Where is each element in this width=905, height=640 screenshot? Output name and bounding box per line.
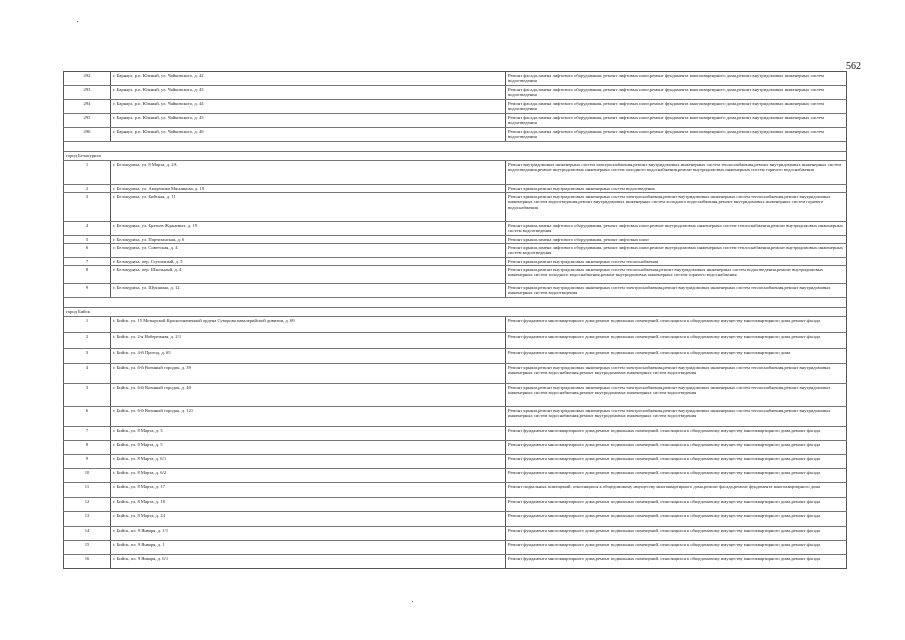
building-address: г. Белокуриха, ул. Братьев Ждановых, д. 19 xyxy=(111,222,506,235)
table-row xyxy=(63,454,847,468)
spacer-row xyxy=(63,141,847,151)
repair-works: Ремонт фундамента многоквартирного дома,ремонт подвальных помещений, относящихся к общедомовому имуществу многоквартирного дома,ремонт фасада xyxy=(506,555,847,568)
repair-works: Ремонт фундамента многоквартирного дома,ремонт подвальных помещений, относящихся к общедомовому имуществу многоквартирного дома,ремонт фасада xyxy=(506,512,847,526)
row-number: 12 xyxy=(63,498,111,511)
row-number: 8 xyxy=(63,266,111,283)
table-row xyxy=(63,316,847,332)
repair-works: Ремонт крыши,замена лифтового оборудования, ремонт лифтовых шахт,ремонт внутридомовых инженерных систем теплоснабжения,ремонт внутридомовых инженерных систем водоотведения xyxy=(506,222,847,235)
repair-works: Ремонт фундамента многоквартирного дома,ремонт подвальных помещений, относящихся к общедомовому имуществу многоквартирного дома,ремонт фасада xyxy=(506,333,847,348)
spacer-row xyxy=(63,297,847,307)
building-address: г. Бийск, пл. 9 Января, д. 1/1 xyxy=(111,527,506,540)
row-number: 294 xyxy=(63,100,111,113)
row-number: 293 xyxy=(63,86,111,99)
table-row xyxy=(63,540,847,554)
row-number: 10 xyxy=(63,469,111,482)
building-address: г. Барнаул, р.п. Южный, ул. Чайковского, д. 45 xyxy=(111,114,506,127)
table-row xyxy=(63,283,847,297)
table-row xyxy=(63,440,847,454)
table-row xyxy=(63,127,847,141)
repair-works: Ремонт фасада,замена лифтового оборудования, ремонт лифтовых шахт,ремонт фундамента многоквартирного дома,ремонт внутридомовых инженерных систем водоотведения xyxy=(506,86,847,99)
repair-works: Ремонт фундамента многоквартирного дома,ремонт подвальных помещений, относящихся к общедомовому имуществу многоквартирного дома,ремонт фасада xyxy=(506,498,847,511)
repair-works: Ремонт крыши,замена лифтового оборудования, ремонт лифтовых шахт,ремонт внутридомовых инженерных систем теплоснабжения,ремонт внутридомовых инженерных систем водоотведения xyxy=(506,244,847,257)
scan-speck xyxy=(77,21,78,22)
table-row xyxy=(63,468,847,482)
building-address: г. Белокуриха, пер. Школьный, д. 4 xyxy=(111,266,506,283)
repair-works: Ремонт фундамента многоквартирного дома,ремонт подвальных помещений, относящихся к общедомовому имуществу многоквартирного дома,ремонт фасада xyxy=(506,527,847,540)
row-number: 292 xyxy=(63,72,111,85)
row-number: 2 xyxy=(63,333,111,348)
building-address: г. Бийск, ул. 8 Марта, д. 6/2 xyxy=(111,469,506,482)
building-address: г. Бийск, ул. 8 Марта, д. 18 xyxy=(111,498,506,511)
row-number: 13 xyxy=(63,512,111,526)
building-address: г. Бийск, ул. 8 Марта, д. 6/1 xyxy=(111,455,506,468)
table-row xyxy=(63,221,847,235)
table-row xyxy=(63,257,847,265)
repair-works: Ремонт фундамента многоквартирного дома,ремонт подвальных помещений, относящихся к общедомовому имуществу многоквартирного дома,ремонт фасада xyxy=(506,441,847,454)
table-row xyxy=(63,526,847,540)
row-number: 2 xyxy=(63,185,111,192)
repair-works: Ремонт крыши,ремонт внутридомовых инженерных систем электроснабжения,ремонт внутридомовых инженерных систем теплоснабжения,ремонт внутридомовых инженерных систем водоотведения,ремонт внутридомовых инженерных систем холодного водоснабжения,ремонт внутридомовых инженерных систем горячего водоснабжения xyxy=(506,193,847,221)
table-row xyxy=(63,235,847,243)
repair-works: Ремонт фасада,замена лифтового оборудования, ремонт лифтовых шахт,ремонт фундамента многоквартирного дома,ремонт внутридомовых инженерных систем водоотведения xyxy=(506,72,847,85)
repair-works: Ремонт крыши,ремонт внутридомовых инженерных систем теплоснабжения xyxy=(506,258,847,265)
repair-works: Ремонт фундамента многоквартирного дома,ремонт подвальных помещений, относящихся к общедомовому имуществу многоквартирного дома,ремонт фасада xyxy=(506,541,847,554)
table-row xyxy=(63,160,847,184)
table-row xyxy=(63,184,847,192)
building-address: г. Бийск, ул. 8 Марта, д. 24 xyxy=(111,512,506,526)
row-number: 15 xyxy=(63,541,111,554)
building-address: г. Белокуриха, ул. Советская, д. 4 xyxy=(111,244,506,257)
row-number: 14 xyxy=(63,527,111,540)
building-address: г. Белокуриха, ул. Бийская, д. 11 xyxy=(111,193,506,221)
repair-works: Ремонт крыши,ремонт внутридомовых инженерных систем электроснабжения,ремонт внутридомовых инженерных систем теплоснабжения,ремонт внутридомовых инженерных систем водоснабжения,ремонт внутридомовых инженерных систем водоотведения xyxy=(506,364,847,383)
row-number: 3 xyxy=(63,193,111,221)
row-number: 7 xyxy=(63,258,111,265)
repair-works: Ремонт крыши,ремонт внутридомовых инженерных систем электроснабжения,ремонт внутридомовых инженерных систем теплоснабжения,ремонт внутридомовых инженерных систем водоснабжения,ремонт внутридомовых инженерных систем водоотведения xyxy=(506,407,847,426)
register-table xyxy=(63,71,847,569)
row-number: 9 xyxy=(63,455,111,468)
repair-works: Ремонт крыши,ремонт внутридомовых инженерных систем теплоснабжения,ремонт внутридомовых инженерных систем водоотведения,ремонт внутридомовых инженерных систем холодного водоснабжения,ремонт внутридомовых инженерных систем горячего водоснабжения xyxy=(506,266,847,283)
building-address: г. Бийск, ул. 8 Марта, д. 17 xyxy=(111,483,506,497)
row-number: 3 xyxy=(63,349,111,363)
repair-works: Ремонт внутридомовых инженерных систем электроснабжения,ремонт внутридомовых инженерных систем теплоснабжения,ремонт внутридомовых инженерных систем водоотведения,ремонт внутридомовых инженерных систем холодного водоснабжения,ремонт внутридомовых инженерных систем горячего водоснабжения xyxy=(506,161,847,184)
table-row xyxy=(63,511,847,526)
repair-works: Ремонт фасада,замена лифтового оборудования, ремонт лифтовых шахт,ремонт фундамента многоквартирного дома,ремонт внутридомовых инженерных систем водоотведения xyxy=(506,100,847,113)
table-row xyxy=(63,348,847,363)
table-row xyxy=(63,554,847,568)
table-row xyxy=(63,85,847,99)
row-number: 4 xyxy=(63,364,111,383)
repair-works: Ремонт фундамента многоквартирного дома,ремонт подвальных помещений, относящихся к общедомовому имуществу многоквартирного дома,ремонт фасада xyxy=(506,317,847,332)
building-address: г. Барнаул, р.п. Южный, ул. Чайковского, д. 43 xyxy=(111,86,506,99)
building-address: г. Бийск, ул. 8 Марта, д. 3 xyxy=(111,427,506,440)
section-heading: город Белокуриха xyxy=(63,151,847,160)
table-row xyxy=(63,363,847,383)
repair-works: Ремонт фундамента многоквартирного дома,ремонт подвальных помещений, относящихся к общедомовому имуществу многоквартирного дома,ремонт фасада xyxy=(506,469,847,482)
table-row xyxy=(63,243,847,257)
building-address: г. Бийск, ул. 15 Мозырской Краснознаменной ордена Суворова кавалерийской дивизии, д. 69 xyxy=(111,317,506,332)
building-address: г. Бийск, ул. 8 Марта, д. 5 xyxy=(111,441,506,454)
building-address: г. Бийск, ул. 6-й Военный городок, д. 39 xyxy=(111,364,506,383)
building-address: г. Белокуриха, ул. Шукшина, д. 12 xyxy=(111,284,506,297)
building-address: г. Барнаул, р.п. Южный, ул. Чайковского, д. 46 xyxy=(111,128,506,141)
building-address: г. Бийск, ул. 4-й Проезд, д. 65 xyxy=(111,349,506,363)
table-row xyxy=(63,99,847,113)
building-address: г. Белокуриха, пер. Ступичный, д. 5 xyxy=(111,258,506,265)
building-address: г. Белокуриха, ул. Академика Мясникова, д. 19 xyxy=(111,185,506,192)
building-address: г. Бийск, ул. 2-я Набережная, д. 2/1 xyxy=(111,333,506,348)
page-number: 562 xyxy=(846,61,861,72)
row-number: 4 xyxy=(63,222,111,235)
building-address: г. Белокуриха, ул. 8 Марта, д. 2А xyxy=(111,161,506,184)
building-address: г. Барнаул, р.п. Южный, ул. Чайковского, д. 44 xyxy=(111,100,506,113)
building-address: г. Бийск, пл. 9 Января, д. 6/1 xyxy=(111,555,506,568)
row-number: 296 xyxy=(63,128,111,141)
repair-works: Ремонт крыши,ремонт внутридомовых инженерных систем водоотведения xyxy=(506,185,847,192)
row-number: 6 xyxy=(63,244,111,257)
table-row xyxy=(63,482,847,497)
row-number: 295 xyxy=(63,114,111,127)
row-number: 6 xyxy=(63,407,111,426)
repair-works: Ремонт фасада,замена лифтового оборудования, ремонт лифтовых шахт,ремонт фундамента многоквартирного дома,ремонт внутридомовых инженерных систем водоотведения xyxy=(506,128,847,141)
table-row xyxy=(63,265,847,283)
table-row xyxy=(63,426,847,440)
repair-works: Ремонт фасада,замена лифтового оборудования, ремонт лифтовых шахт,ремонт фундамента многоквартирного дома,ремонт внутридомовых инженерных систем водоотведения xyxy=(506,114,847,127)
table-row xyxy=(63,192,847,221)
repair-works: Ремонт крыши,ремонт внутридомовых инженерных систем электроснабжения,ремонт внутридомовых инженерных систем теплоснабжения,ремонт внутридомовых инженерных систем водоснабжения,ремонт внутридомовых инженерных систем водоотведения xyxy=(506,384,847,406)
table-row xyxy=(63,332,847,348)
row-number: 11 xyxy=(63,483,111,497)
table-row xyxy=(63,497,847,511)
building-address: г. Бийск, ул. 6-й Военный городок, д. 40 xyxy=(111,384,506,406)
row-number: 8 xyxy=(63,441,111,454)
building-address: г. Белокуриха, ул. Партизанская, д. 6 xyxy=(111,236,506,243)
table-row xyxy=(63,72,847,85)
row-number: 16 xyxy=(63,555,111,568)
row-number: 7 xyxy=(63,427,111,440)
table-row xyxy=(63,113,847,127)
row-number: 5 xyxy=(63,236,111,243)
section-heading: город Бийск xyxy=(63,307,847,316)
row-number: 5 xyxy=(63,384,111,406)
building-address: г. Бийск, ул. 6-й Военный городок, д. 121 xyxy=(111,407,506,426)
building-address: г. Барнаул, р.п. Южный, ул. Чайковского, д. 42 xyxy=(111,72,506,85)
repair-works: Ремонт фундамента многоквартирного дома,ремонт подвальных помещений, относящихся к общедомовому имуществу многоквартирного дома,ремонт фасада xyxy=(506,427,847,440)
table-row xyxy=(63,406,847,426)
repair-works: Ремонт подвальных помещений, относящихся к общедомовому имуществу многоквартирного дома,ремонт фасада,ремонт фундамента многоквартирного дома xyxy=(506,483,847,497)
table-row xyxy=(63,383,847,406)
building-address: г. Бийск, пл. 9 Января, д. 1 xyxy=(111,541,506,554)
repair-works: Ремонт фундамента многоквартирного дома,ремонт подвальных помещений, относящихся к общедомовому имуществу многоквартирного дома,ремонт фасада xyxy=(506,455,847,468)
repair-works: Ремонт крыши,замена лифтового оборудования, ремонт лифтовых шахт xyxy=(506,236,847,243)
repair-works: Ремонт крыши,ремонт внутридомовых инженерных систем электроснабжения,ремонт внутридомовых инженерных систем теплоснабжения,ремонт внутридомовых инженерных систем водоотведения xyxy=(506,284,847,297)
row-number: 1 xyxy=(63,317,111,332)
row-number: 1 xyxy=(63,161,111,184)
repair-works: Ремонт фундамента многоквартирного дома,ремонт подвальных помещений, относящихся к общедомовому имуществу многоквартирного дома xyxy=(506,349,847,363)
row-number: 9 xyxy=(63,284,111,297)
scan-speck xyxy=(412,601,413,602)
